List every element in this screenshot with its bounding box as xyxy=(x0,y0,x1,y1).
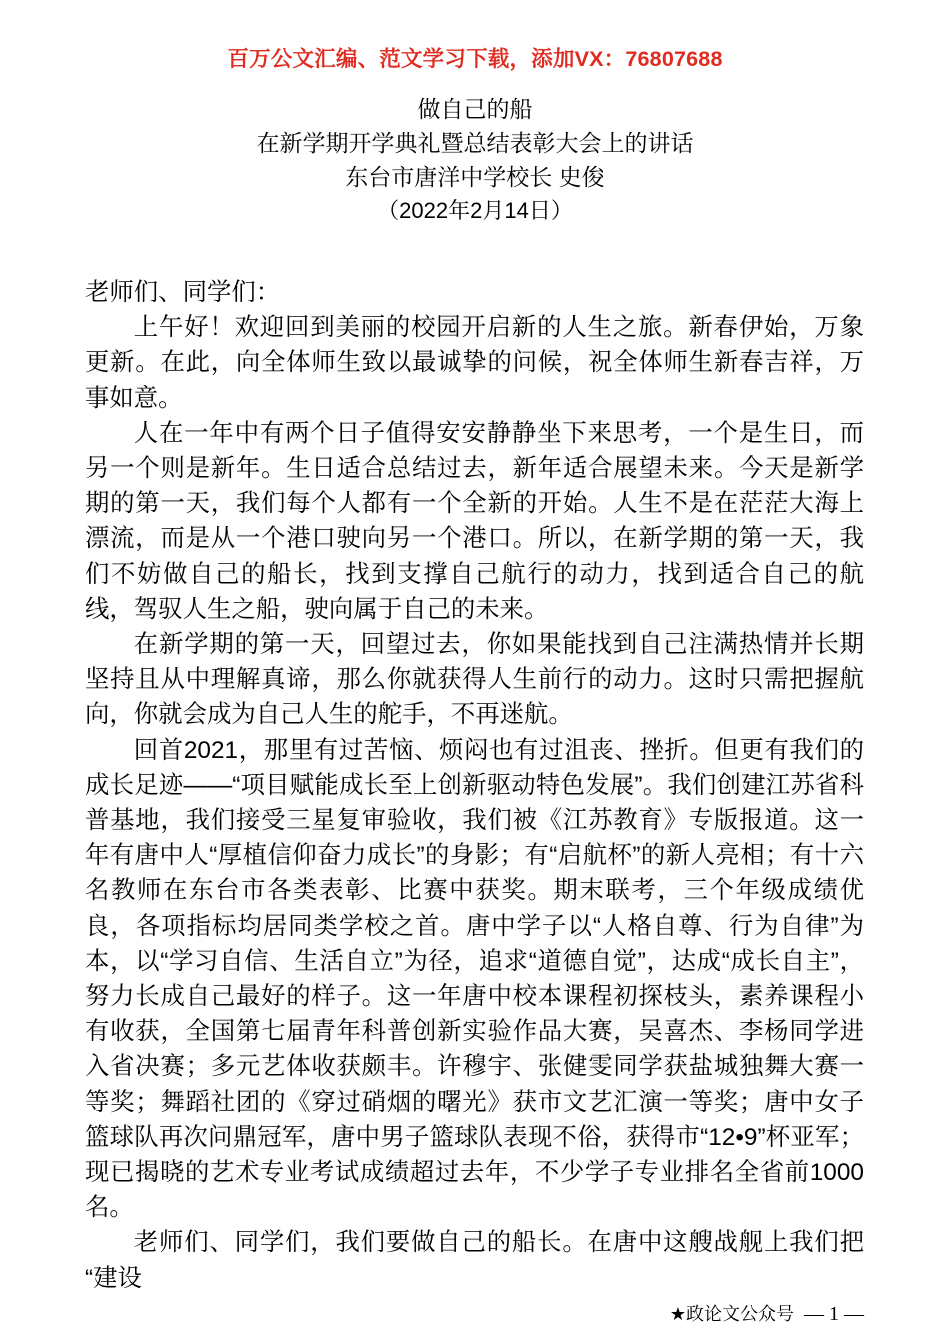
body-paragraph: 人在一年中有两个日子值得安安静静坐下来思考，一个是生日，而另一个则是新年。生日适合总结过去，新年适合展望未来。今天是新学期的第一天，我们每个人都有一个全新的开始。人生不是在茫茫大海上漂流，而是从一个港口驶向另一个港口。所以，在新学期的第一天，我们不妨做自己的船长，找到支撑自己航行的动力，找到适合自己的航线，驾驭人生之船，驶向属于自己的未来。 xyxy=(85,419,864,623)
document-subtitle: 在新学期开学典礼暨总结表彰大会上的讲话 xyxy=(256,130,694,156)
body-paragraph: 上午好！欢迎回到美丽的校园开启新的人生之旅。新春伊始，万象更新。在此，向全体师生致以最诚挚的问候，祝全体师生新春吉祥，万事如意。 xyxy=(85,314,864,412)
salutation: 老师们、同学们： xyxy=(85,279,281,306)
watermark-stamp: ★政论文公众号 xyxy=(669,1304,794,1324)
document-date: （2022年2月14日） xyxy=(377,198,573,223)
title-block xyxy=(0,92,950,228)
page-number: — 1 — xyxy=(804,1303,864,1325)
document-body xyxy=(85,275,864,1296)
body-paragraph: 回首2021，那里有过苦恼、烦闷也有过沮丧、挫折。但更有我们的成长足迹——“项目赋能成长至上创新驱动特色发展”。我们创建江苏省科普基地，我们接受三星复审验收，我们被《江苏教育》专版报道。这一年有唐中人“厚植信仰奋力成长”的身影；有“启航杯”的新人亮相；有十六名教师在东台市各类表彰、比赛中获奖。期末联考，三个年级成绩优良，各项指标均居同类学校之首。唐中学子以“人格自尊、行为自律”为本，以“学习自信、生活自立”为径，追求“道德自觉”，达成“成长自主”，努力长成自己最好的样子。这一年唐中校本课程初探枝头，素养课程小有收获，全国第七届青年科普创新实验作品大赛，吴喜杰、李杨同学进入省决赛；多元艺体收获颇丰。许穆宇、张健雯同学获盐城独舞大赛一等奖；舞蹈社团的《穿过硝烟的曙光》获市文艺汇演一等奖；唐中女子篮球队再次问鼎冠军，唐中男子篮球队表现不俗，获得市“12•9”杯亚军；现已揭晓的艺术专业考试成绩超过去年，不少学子专业排名全省前1000名。 xyxy=(85,736,864,1222)
promo-banner-text: 百万公文汇编、范文学习下载，添加VX：76807688 xyxy=(227,47,723,71)
body-paragraph: 老师们、同学们，我们要做自己的船长。在唐中这艘战舰上我们把“建设 xyxy=(85,1229,864,1292)
body-paragraph: 在新学期的第一天，回望过去，你如果能找到自己注满热情并长期坚持且从中理解真谛，那么你就获得人生前行的动力。这时只需把握航向，你就会成为自己人生的舵手，不再迷航。 xyxy=(85,631,864,729)
document-title: 做自己的船 xyxy=(417,96,533,122)
page-footer xyxy=(0,1300,950,1326)
document-author: 东台市唐洋中学校长 史俊 xyxy=(345,164,605,190)
